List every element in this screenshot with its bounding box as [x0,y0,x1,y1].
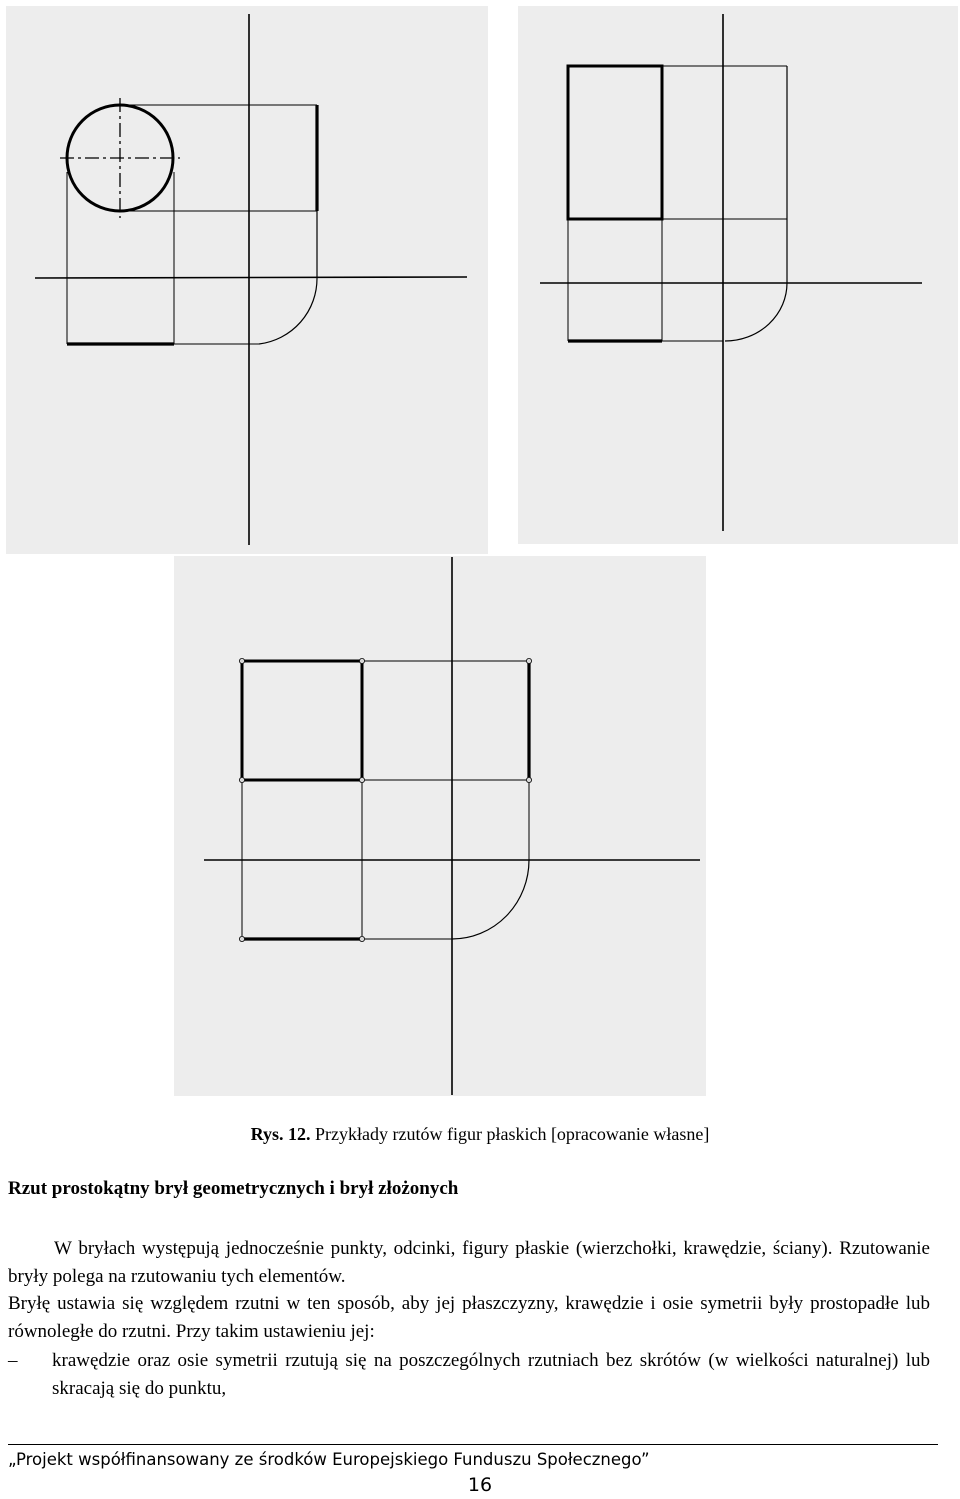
drawing-rectangle-projection [540,14,922,531]
paragraph: Bryłę ustawia się względem rzutni w ten sposób, aby jej płaszczyzny, krawędzie i osie symetrii były prostopadłe lub równoległe do rzutni. Przy takim ustawieniu jej: [8,1293,930,1342]
vertex-point [359,658,364,663]
figure-caption [0,1124,960,1145]
vertex-point [359,777,364,782]
list-item [8,1347,930,1402]
dash-bullet: – [8,1350,18,1371]
vertex-point [239,777,244,782]
vertex-points [239,658,531,941]
paragraph: W bryłach występują jednocześnie punkty, odcinki, figury płaskie (wierzchołki, krawędzie, ściany). Rzutowanie bryły polega na rzutowaniu tych elementów. [8,1238,930,1287]
transfer-arc [725,283,787,341]
section-heading: Rzut prostokątny brył geometrycznych i brył złożonych [8,1178,459,1199]
footer-rule [8,1444,938,1445]
list-item-text: krawędzie oraz osie symetrii rzutują się na poszczególnych rzutniach bez skrótów (w wielkości naturalnej) lub skracają się do punktu, [52,1350,930,1399]
square-front-view [242,661,362,780]
rectangle-front-view [568,66,662,219]
figure-caption-text: Przykłady rzutów figur płaskich [opracowanie własne] [315,1124,710,1144]
drawing-circle-projection [35,14,467,545]
horizontal-axis [35,277,467,278]
vertex-point [359,936,364,941]
footer-funding-text: „Projekt współfinansowany ze środków Europejskiego Funduszu Społecznego” [8,1450,650,1469]
figure-label: Rys. 12. [250,1124,311,1144]
vertex-point [526,658,531,663]
vertex-point [239,936,244,941]
vertex-point [526,777,531,782]
transfer-arc [452,860,529,939]
vertex-point [239,658,244,663]
page-number: 16 [467,1474,493,1496]
drawing-square-projection [204,557,700,1095]
